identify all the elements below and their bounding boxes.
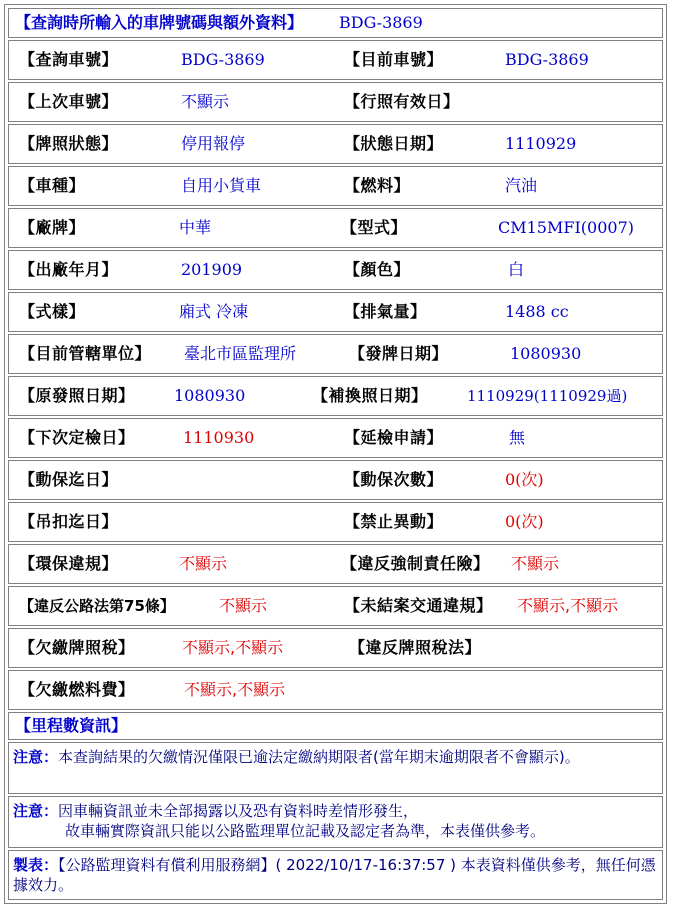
table-row bbox=[8, 460, 663, 500]
row-label: 【排氣量】 bbox=[344, 302, 427, 321]
row-value: CM15MFI(0007) bbox=[498, 218, 634, 237]
row-label: 【發牌日期】 bbox=[349, 344, 449, 363]
query-header-row bbox=[8, 8, 663, 38]
row-label: 【燃料】 bbox=[344, 176, 411, 195]
footer-text bbox=[13, 855, 658, 895]
note-box bbox=[8, 742, 663, 794]
note-body: 本查詢結果的欠繳情況僅限已逾法定繳納期限者(當年期末逾期限者不會顯示)。 bbox=[58, 748, 580, 766]
table-row bbox=[8, 250, 663, 290]
row-label: 【狀態日期】 bbox=[344, 134, 444, 153]
table-row bbox=[8, 40, 663, 80]
row-label: 【欠繳牌照稅】 bbox=[19, 638, 135, 657]
row-value: 中華 bbox=[179, 218, 212, 237]
table-row bbox=[8, 586, 663, 626]
note-text bbox=[13, 801, 658, 841]
query-header-label: 【查詢時所輸入的車牌號碼與額外資料】 bbox=[15, 13, 304, 32]
row-label: 【目前車號】 bbox=[344, 50, 444, 69]
row-value: BDG-3869 bbox=[181, 50, 265, 69]
note-text bbox=[13, 747, 658, 767]
row-label: 【下次定檢日】 bbox=[19, 428, 135, 447]
row-value: 汽油 bbox=[505, 176, 538, 195]
row-label: 【補換照日期】 bbox=[312, 386, 428, 405]
row-value: 不顯示 bbox=[181, 92, 230, 111]
row-label: 【動保迄日】 bbox=[19, 470, 119, 489]
note-line-2: 故車輛實際資訊只能以公路監理單位記載及認定者為準，本表僅供參考。 bbox=[65, 822, 546, 840]
note-label: 注意： bbox=[13, 748, 59, 766]
table-row bbox=[8, 670, 663, 710]
row-label: 【式樣】 bbox=[19, 302, 86, 321]
row-label: 【動保次數】 bbox=[344, 470, 444, 489]
row-value: 無 bbox=[509, 428, 526, 447]
table-row bbox=[8, 208, 663, 248]
row-value: 廂式 冷凍 bbox=[179, 302, 249, 321]
footer-label: 製表： bbox=[13, 856, 59, 874]
row-label: 【違反公路法第75條】 bbox=[19, 597, 175, 615]
vehicle-info-table bbox=[4, 4, 667, 904]
row-value: 201909 bbox=[181, 260, 243, 279]
note-box bbox=[8, 796, 663, 848]
table-row bbox=[8, 628, 663, 668]
row-value: 1110929 bbox=[505, 134, 577, 153]
row-label: 【車種】 bbox=[19, 176, 86, 195]
row-label: 【原發照日期】 bbox=[19, 386, 135, 405]
row-label: 【禁止異動】 bbox=[344, 512, 444, 531]
row-label: 【顏色】 bbox=[344, 260, 411, 279]
row-value: 臺北市區監理所 bbox=[184, 344, 297, 363]
row-label: 【上次車號】 bbox=[19, 92, 119, 111]
row-label: 【違反牌照稅法】 bbox=[349, 638, 482, 657]
table-row bbox=[8, 124, 663, 164]
row-label: 【環保違規】 bbox=[19, 554, 119, 573]
row-value: 0(次) bbox=[505, 470, 544, 489]
table-row bbox=[8, 502, 663, 542]
row-value: 不顯示 bbox=[179, 554, 228, 573]
row-label: 【查詢車號】 bbox=[19, 50, 119, 69]
row-value: 不顯示 bbox=[511, 554, 560, 573]
row-label: 【延檢申請】 bbox=[344, 428, 444, 447]
row-value: 1080930 bbox=[510, 344, 582, 363]
row-label: 【型式】 bbox=[341, 218, 408, 237]
mileage-label: 【里程數資訊】 bbox=[15, 716, 128, 735]
table-row bbox=[8, 82, 663, 122]
row-label: 【行照有效日】 bbox=[344, 92, 460, 111]
table-row bbox=[8, 418, 663, 458]
row-value: 白 bbox=[508, 260, 525, 279]
note-label: 注意： bbox=[13, 802, 59, 820]
table-row bbox=[8, 376, 663, 416]
table-row bbox=[8, 334, 663, 374]
row-value: 不顯示,不顯示 bbox=[517, 596, 619, 615]
row-label: 【吊扣迄日】 bbox=[19, 512, 119, 531]
row-value: 1080930 bbox=[174, 386, 246, 405]
query-header-plate: BDG-3869 bbox=[339, 13, 423, 32]
mileage-row bbox=[8, 712, 663, 740]
note-line-1: 因車輛資訊並未全部揭露以及恐有資料時差情形發生， bbox=[58, 802, 419, 820]
table-row bbox=[8, 544, 663, 584]
row-value: 1488 cc bbox=[505, 302, 569, 321]
row-value: 自用小貨車 bbox=[181, 176, 262, 195]
row-label: 【未結案交通違規】 bbox=[344, 596, 493, 615]
row-label: 【目前管轄單位】 bbox=[19, 344, 152, 363]
row-value: 1110930 bbox=[183, 428, 255, 447]
row-value: 不顯示,不顯示 bbox=[182, 638, 284, 657]
row-value: 停用報停 bbox=[181, 134, 246, 153]
row-value: 不顯示 bbox=[219, 596, 268, 615]
footer-box bbox=[8, 850, 663, 900]
row-label: 【廠牌】 bbox=[19, 218, 86, 237]
row-label: 【出廠年月】 bbox=[19, 260, 119, 279]
table-row bbox=[8, 166, 663, 206]
row-label: 【欠繳燃料費】 bbox=[19, 680, 135, 699]
row-label: 【違反強制責任險】 bbox=[341, 554, 490, 573]
table-row bbox=[8, 292, 663, 332]
row-value: 1110929(1110929過) bbox=[467, 387, 628, 405]
row-label: 【牌照狀態】 bbox=[19, 134, 119, 153]
row-value: 不顯示,不顯示 bbox=[184, 680, 286, 699]
row-value: 0(次) bbox=[505, 512, 544, 531]
row-value: BDG-3869 bbox=[505, 50, 589, 69]
footer-body: 【公路監理資料有償利用服務網】( 2022/10/17-16:37:57 ) 本表資料僅供參考，無任何憑據效力。 bbox=[13, 856, 656, 894]
